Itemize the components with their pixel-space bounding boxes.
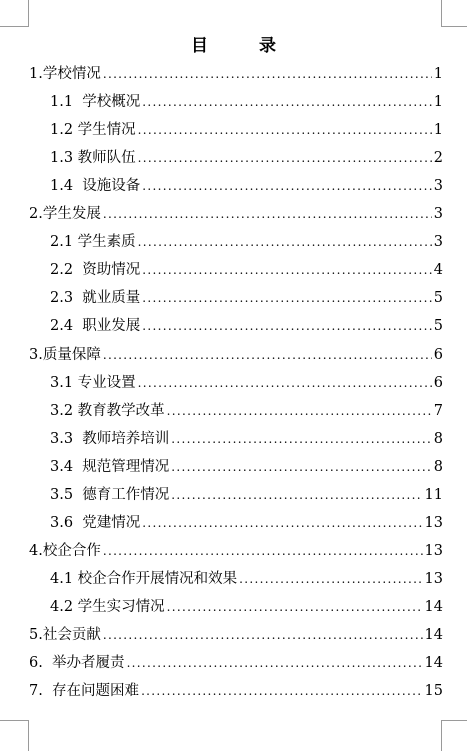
- toc-page-number: 3: [433, 206, 443, 222]
- toc-entry-title: 7. 存在问题困难: [29, 683, 140, 699]
- toc-page-number: 14: [424, 655, 443, 671]
- toc-dot-leader: [142, 175, 431, 197]
- toc-entry-title: 1.4 设施设备: [50, 178, 141, 194]
- toc-subsection-entry[interactable]: [50, 400, 443, 422]
- toc-section-entry[interactable]: [29, 203, 443, 225]
- crop-mark: [441, 0, 442, 27]
- toc-entry-title: 3.质量保障: [29, 347, 101, 363]
- crop-mark: [28, 720, 29, 751]
- toc-dot-leader: [239, 568, 422, 590]
- toc-page-number: 8: [433, 431, 443, 447]
- toc-entry-title: 2.4 职业发展: [50, 318, 141, 334]
- crop-mark: [28, 0, 29, 27]
- toc-dot-leader: [167, 596, 423, 618]
- toc-subsection-entry[interactable]: [50, 119, 443, 141]
- crop-mark: [0, 720, 28, 721]
- crop-mark: [441, 720, 442, 751]
- toc-page-number: 6: [433, 375, 443, 391]
- toc-entry-title: 2.3 就业质量: [50, 290, 141, 306]
- toc-page-number: 1: [433, 94, 443, 110]
- toc-subsection-entry[interactable]: [50, 315, 443, 337]
- crop-mark: [441, 720, 467, 721]
- toc-page-number: 15: [424, 683, 443, 699]
- toc-subsection-entry[interactable]: [50, 428, 443, 450]
- toc-dot-leader: [142, 91, 431, 113]
- toc-dot-leader: [103, 624, 423, 646]
- toc-dot-leader: [103, 344, 432, 366]
- toc-section-entry[interactable]: [29, 540, 443, 562]
- toc-subsection-entry[interactable]: [50, 147, 443, 169]
- toc-subsection-entry[interactable]: [50, 91, 443, 113]
- toc-page-number: 11: [424, 487, 443, 503]
- toc-dot-leader: [142, 259, 431, 281]
- toc-subsection-entry[interactable]: [50, 484, 443, 506]
- toc-dot-leader: [171, 456, 431, 478]
- toc-dot-leader: [171, 484, 422, 506]
- toc-page-number: 13: [424, 515, 443, 531]
- toc-entry-title: 5.社会贡献: [29, 627, 101, 643]
- toc-section-entry[interactable]: [29, 624, 443, 646]
- toc-title: 目 录: [191, 36, 276, 56]
- toc-entry-title: 2.2 资助情况: [50, 262, 141, 278]
- crop-mark: [0, 26, 28, 27]
- toc-page-number: 13: [424, 571, 443, 587]
- toc-section-entry[interactable]: [29, 680, 443, 702]
- toc-dot-leader: [127, 652, 423, 674]
- toc-section-entry[interactable]: [29, 344, 443, 366]
- toc-subsection-entry[interactable]: [50, 512, 443, 534]
- crop-mark: [441, 26, 467, 27]
- toc-entry-title: 3.2 教育教学改革: [50, 403, 165, 419]
- toc-page-number: 7: [433, 403, 443, 419]
- toc-dot-leader: [103, 540, 423, 562]
- toc-subsection-entry[interactable]: [50, 456, 443, 478]
- toc-entry-title: 4.2 学生实习情况: [50, 599, 165, 615]
- toc-entry-title: 1.3 教师队伍: [50, 150, 136, 166]
- toc-page-number: 3: [433, 178, 443, 194]
- toc-page-number: 14: [424, 599, 443, 615]
- toc-subsection-entry[interactable]: [50, 259, 443, 281]
- toc-page-number: 1: [433, 66, 443, 82]
- toc-page-number: 3: [433, 234, 443, 250]
- toc-entry-title: 2.1 学生素质: [50, 234, 136, 250]
- toc-page-number: 13: [424, 543, 443, 559]
- toc-section-entry[interactable]: [29, 652, 443, 674]
- toc-subsection-entry[interactable]: [50, 175, 443, 197]
- toc-entry-title: 3.4 规范管理情况: [50, 459, 170, 475]
- toc-dot-leader: [138, 372, 432, 394]
- toc-entry-title: 4.1 校企合作开展情况和效果: [50, 571, 238, 587]
- toc-entry-title: 3.5 德育工作情况: [50, 487, 170, 503]
- toc-dot-leader: [142, 287, 431, 309]
- toc-dot-leader: [141, 680, 422, 702]
- toc-dot-leader: [142, 512, 422, 534]
- toc-subsection-entry[interactable]: [50, 372, 443, 394]
- toc-page-number: 2: [433, 150, 443, 166]
- toc-page-number: 4: [433, 262, 443, 278]
- toc-subsection-entry[interactable]: [50, 287, 443, 309]
- toc-entry-title: 3.1 专业设置: [50, 375, 136, 391]
- toc-page-number: 14: [424, 627, 443, 643]
- toc-dot-leader: [171, 428, 431, 450]
- toc-entry-title: 1.1 学校概况: [50, 94, 141, 110]
- toc-dot-leader: [167, 400, 432, 422]
- toc-dot-leader: [142, 315, 431, 337]
- toc-subsection-entry[interactable]: [50, 568, 443, 590]
- toc-section-entry[interactable]: [29, 63, 443, 85]
- toc-page-number: 5: [433, 318, 443, 334]
- toc-dot-leader: [138, 147, 432, 169]
- toc-page-number: 8: [433, 459, 443, 475]
- toc-page-number: 1: [433, 122, 443, 138]
- toc-page-number: 6: [433, 347, 443, 363]
- toc-entry-title: 3.6 党建情况: [50, 515, 141, 531]
- toc-subsection-entry[interactable]: [50, 231, 443, 253]
- toc-entry-title: 6. 举办者履责: [29, 655, 125, 671]
- toc-entry-title: 1.学校情况: [29, 66, 101, 82]
- toc-page-number: 5: [433, 290, 443, 306]
- toc-entry-title: 4.校企合作: [29, 543, 101, 559]
- toc-entry-title: 1.2 学生情况: [50, 122, 136, 138]
- toc-dot-leader: [103, 63, 432, 85]
- toc-dot-leader: [103, 203, 432, 225]
- toc-entry-title: 2.学生发展: [29, 206, 101, 222]
- toc-dot-leader: [138, 119, 432, 141]
- toc-subsection-entry[interactable]: [50, 596, 443, 618]
- toc-entry-title: 3.3 教师培养培训: [50, 431, 170, 447]
- toc-dot-leader: [138, 231, 432, 253]
